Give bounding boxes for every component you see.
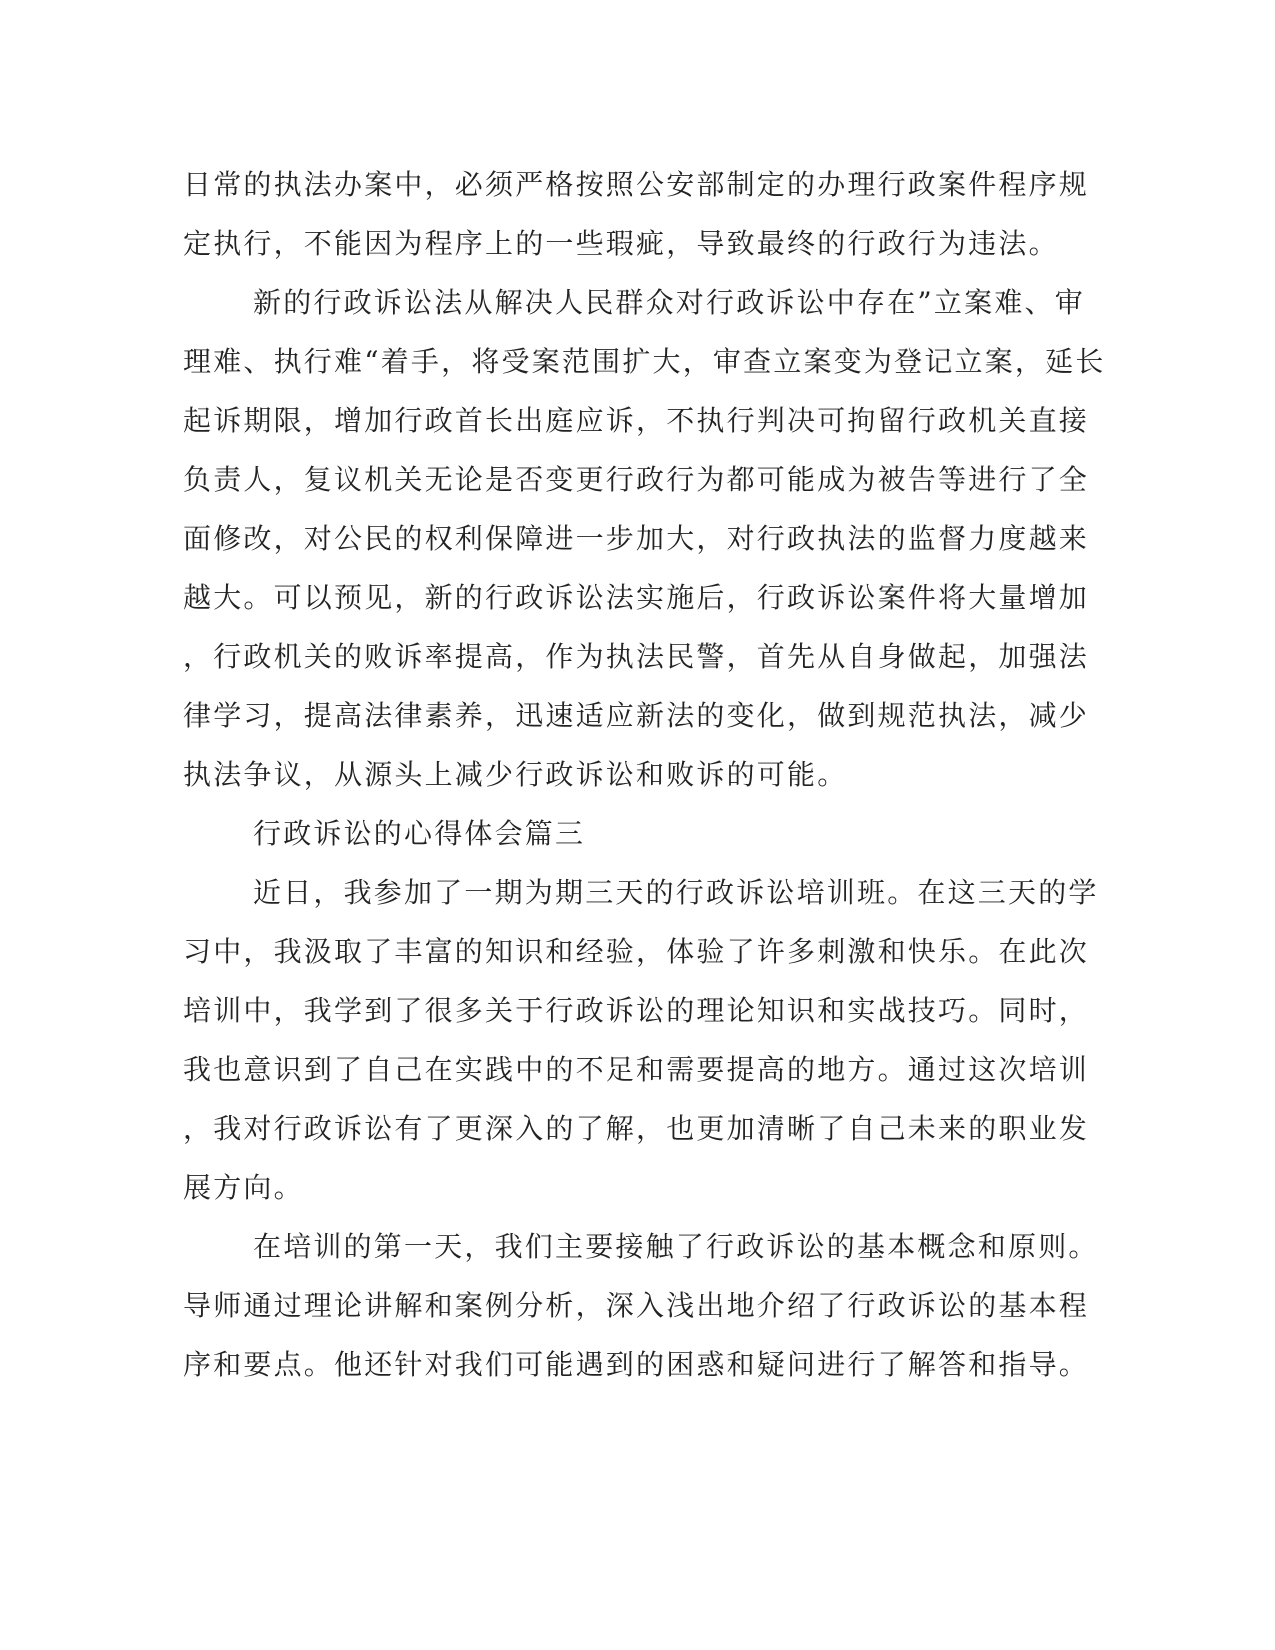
paragraph-line: ，行政机关的败诉率提高，作为执法民警，首先从自身做起，加强法 — [183, 640, 1090, 673]
paragraph-line: 理难、执行难“着手，将受案范围扩大，审查立案变为登记立案，延长 — [183, 345, 1106, 378]
paragraph-line: 导师通过理论讲解和案例分析，深入浅出地介绍了行政诉讼的基本程 — [183, 1289, 1090, 1322]
paragraph-line: 新的行政诉讼法从解决人民群众对行政诉讼中存在”立案难、审 — [253, 286, 1085, 319]
paragraph-line: 起诉期限，增加行政首长出庭应诉，不执行判决可拘留行政机关直接 — [183, 404, 1090, 437]
section-heading: 行政诉讼的心得体会篇三 — [253, 817, 586, 850]
paragraph-line: 律学习，提高法律素养，迅速适应新法的变化，做到规范执法，减少 — [183, 699, 1090, 732]
paragraph-line: 序和要点。他还针对我们可能遇到的困惑和疑问进行了解答和指导。 — [183, 1348, 1090, 1381]
paragraph-line: 定执行，不能因为程序上的一些瑕疵，导致最终的行政行为违法。 — [183, 227, 1059, 260]
paragraph-line: 展方向。 — [183, 1171, 304, 1204]
paragraph-line: 面修改，对公民的权利保障进一步加大，对行政执法的监督力度越来 — [183, 522, 1090, 555]
paragraph-line: ，我对行政诉讼有了更深入的了解，也更加清晰了自己未来的职业发 — [183, 1112, 1090, 1145]
paragraph-line: 越大。可以预见，新的行政诉讼法实施后，行政诉讼案件将大量增加 — [183, 581, 1090, 614]
paragraph-line: 培训中，我学到了很多关于行政诉讼的理论知识和实战技巧。同时， — [183, 994, 1090, 1027]
paragraph-line: 我也意识到了自己在实践中的不足和需要提高的地方。通过这次培训 — [183, 1053, 1090, 1086]
paragraph-line: 习中，我汲取了丰富的知识和经验，体验了许多刺激和快乐。在此次 — [183, 935, 1090, 968]
paragraph-line: 在培训的第一天，我们主要接触了行政诉讼的基本概念和原则。 — [253, 1230, 1099, 1263]
paragraph-line: 执法争议，从源头上减少行政诉讼和败诉的可能。 — [183, 758, 848, 791]
document-body — [183, 155, 1106, 1394]
paragraph-line: 负责人，复议机关无论是否变更行政行为都可能成为被告等进行了全 — [183, 463, 1090, 496]
paragraph-line: 日常的执法办案中，必须严格按照公安部制定的办理行政案件程序规 — [183, 168, 1090, 201]
paragraph-line: 近日，我参加了一期为期三天的行政诉讼培训班。在这三天的学 — [253, 876, 1099, 909]
